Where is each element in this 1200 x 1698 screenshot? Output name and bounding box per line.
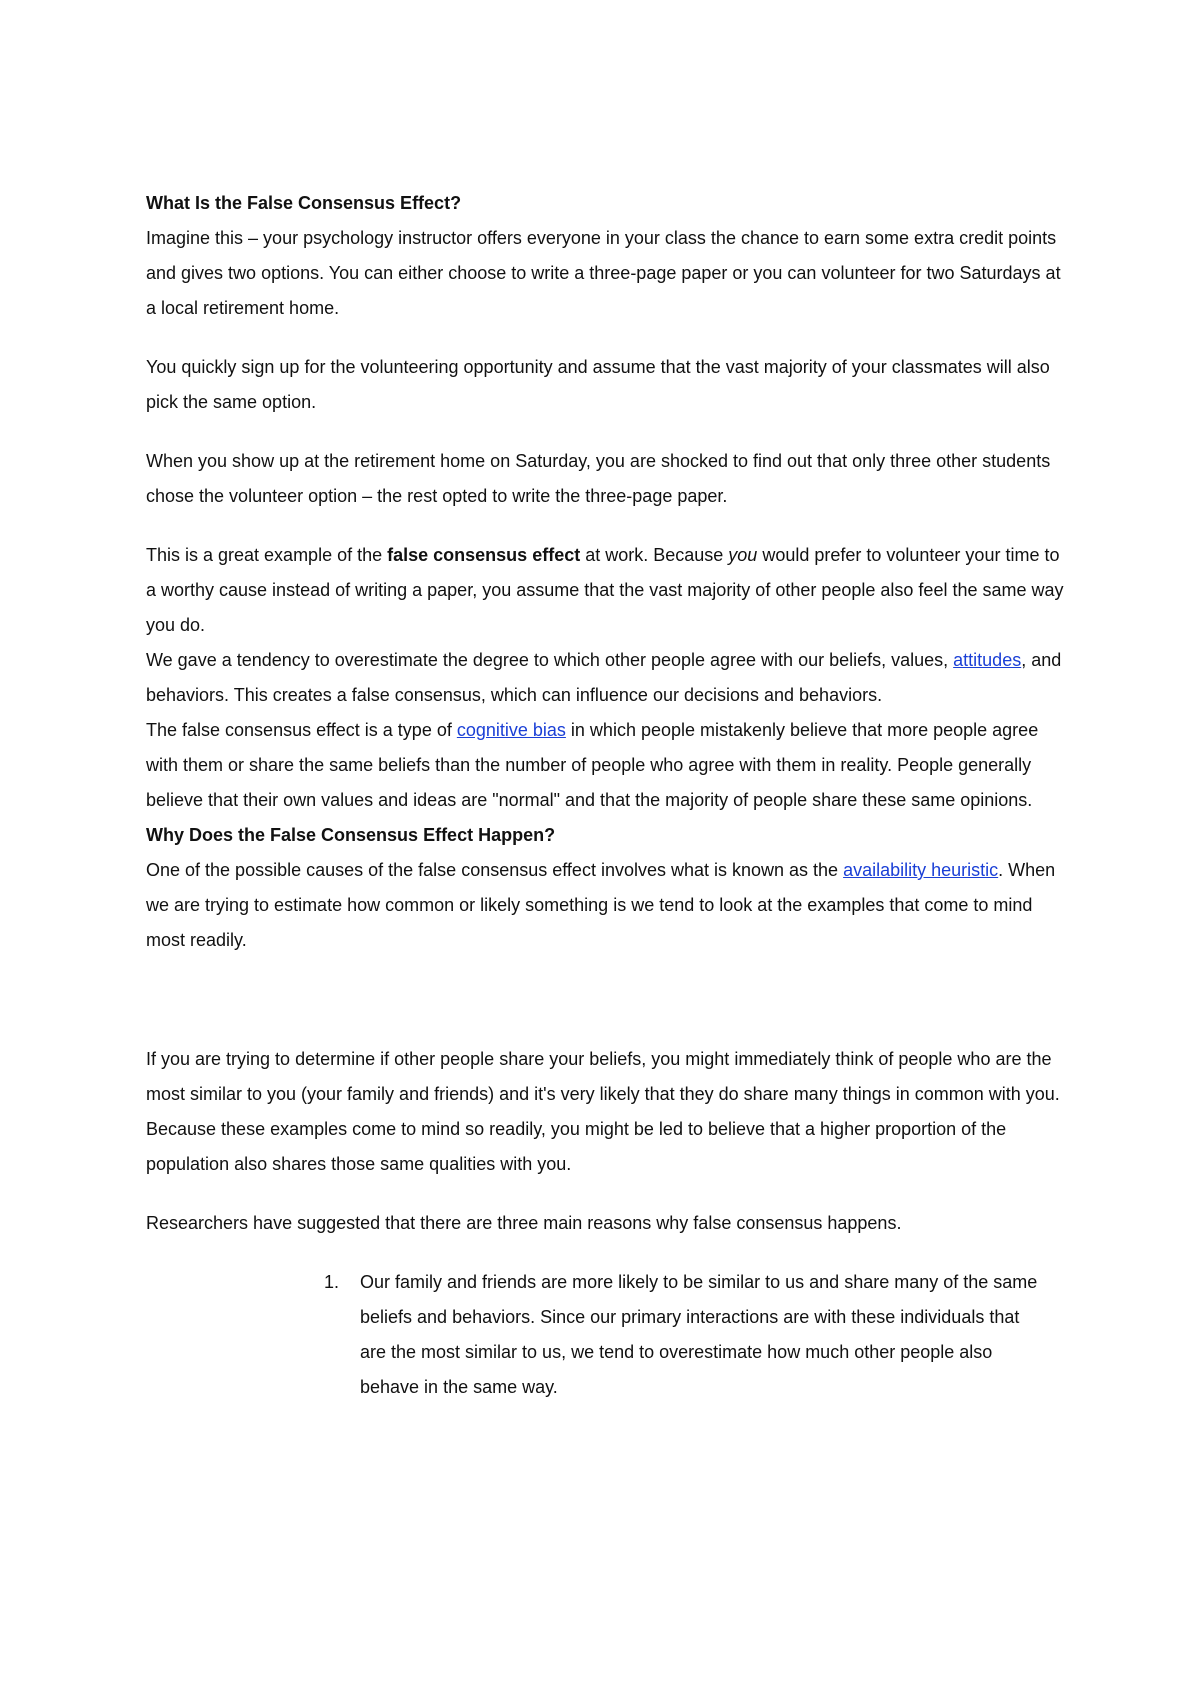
text-segment: One of the possible causes of the false consensus effect involves what is known as the [146, 860, 844, 880]
text-segment: This is a great example of the [146, 545, 388, 565]
document-body [146, 186, 1066, 1405]
reasons-list [146, 1265, 1066, 1405]
link-attitudes[interactable]: attitudes [953, 650, 1022, 670]
heading-why-happen: Why Does the False Consensus Effect Happen? [146, 825, 556, 845]
paragraph-retirement-home: When you show up at the retirement home on Saturday, you are shocked to find out that only three other students chose the volunteer option – the rest opted to write the three-page paper. [146, 451, 1051, 506]
paragraph-tendency [146, 643, 1066, 713]
list-item-text: Our family and friends are more likely to be similar to us and share many of the same beliefs and behaviors. Since our primary interactions are with these individuals that are the most similar to us, we tend to overestimate how much other people also behave in the same way. [360, 1272, 1038, 1397]
paragraph-reasons: Researchers have suggested that there are three main reasons why false consensus happens. [146, 1213, 902, 1233]
list-item [146, 1265, 1050, 1405]
text-segment: We gave a tendency to overestimate the degree to which other people agree with our beliefs, values, [146, 650, 954, 670]
paragraph-cognitive-bias [146, 713, 1066, 818]
link-cognitive-bias[interactable]: cognitive bias [456, 720, 566, 740]
text-segment: would prefer to volunteer your time to a worthy cause instead of writing a paper, you assume that the vast majority of other people also feel the same way you do. [146, 545, 1064, 635]
text-segment: The false consensus effect is a type of [146, 720, 457, 740]
paragraph-beliefs: If you are trying to determine if other people share your beliefs, you might immediately think of people who are the most similar to you (your family and friends) and it's very likely that they do share many things in common with you. Because these examples come to mind so readily, you might be led to believe that a higher proportion of the population also shares those same qualities with you. [146, 1049, 1060, 1174]
paragraph-availability [146, 853, 1066, 958]
paragraph-volunteer: You quickly sign up for the volunteering opportunity and assume that the vast majority of your classmates will also pick the same option. [146, 357, 1050, 412]
text-segment: at work. Because [580, 545, 729, 565]
text-segment: . When we are trying to estimate how common or likely something is we tend to look at the examples that come to mind most readily. [146, 860, 1056, 950]
heading-what-is: What Is the False Consensus Effect? [146, 193, 462, 213]
italic-term: you [728, 545, 758, 565]
text-segment: , and behaviors. This creates a false consensus, which can influence our decisions and behaviors. [146, 650, 1062, 705]
link-availability-heuristic[interactable]: availability heuristic [843, 860, 999, 880]
bold-term: false consensus effect [387, 545, 581, 565]
list-item-number: 1. [324, 1272, 340, 1292]
paragraph-intro: Imagine this – your psychology instructor offers everyone in your class the chance to earn some extra credit points and gives two options. You can either choose to write a three-page paper or you can volunteer for two Saturdays at a local retirement home. [146, 228, 1061, 318]
text-segment: in which people mistakenly believe that more people agree with them or share the same beliefs than the number of people who agree with them in reality. People generally believe that their own values and ideas are "normal" and that the majority of people share these same opinions. [146, 720, 1039, 810]
paragraph-example [146, 538, 1066, 643]
